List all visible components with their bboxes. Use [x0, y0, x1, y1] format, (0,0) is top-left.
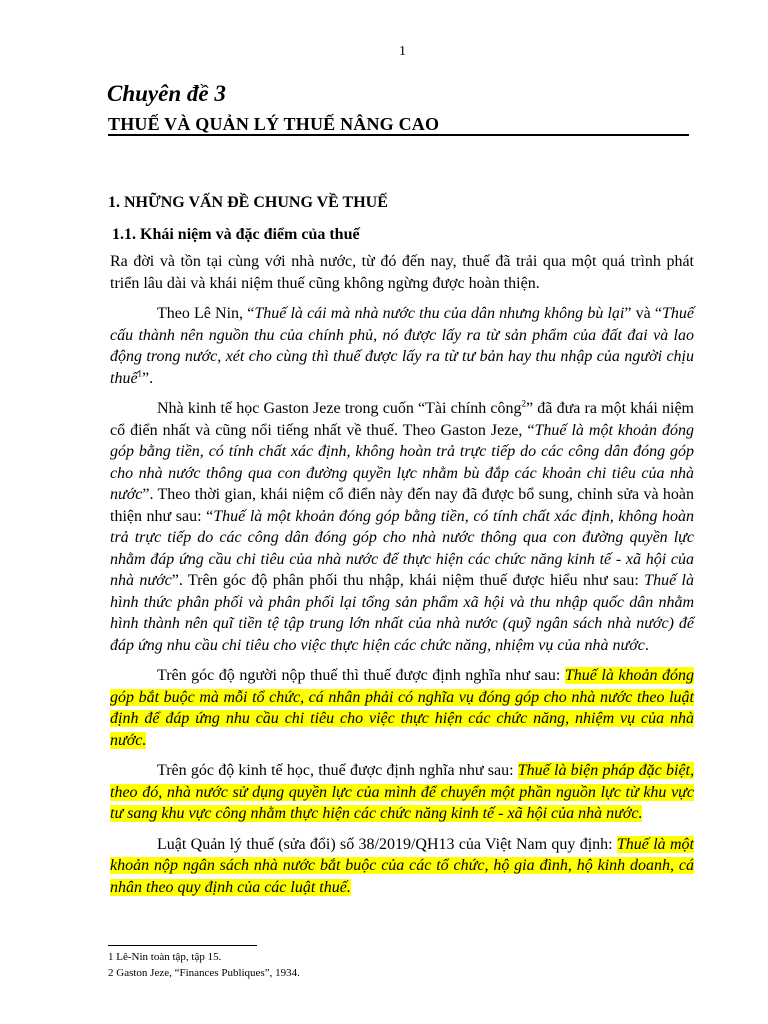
p3-quote-1: Thuế là một khoản đóng góp bằng tiền, có tính chất xác định, không hoàn trả trực tiếp do các công dân đóng góp cho nhà nước thông qua con đường quyền lực nhằm bù đắp các khoản chi tiêu của nhà nước	[110, 421, 695, 503]
footnote-separator	[108, 945, 257, 946]
p3-quote-3: Thuế là hình thức phân phối và phân phối lại tổng sản phẩm xã hội và thu nhập quốc dân nhằm hình thành nên quĩ tiền tệ tập trung lớn nhất của nhà nước (quỹ ngân sách nhà nước) để đáp ứng nhu cầu chi tiêu cho việc thực hiện các chức năng, nhiệm vụ của nhà nước	[110, 572, 694, 654]
paragraph-6	[110, 834, 694, 899]
p4-text-1: Trên góc độ người nộp thuế thì thuế được định nghĩa như sau:	[157, 667, 565, 684]
paragraph-1: Ra đời và tồn tại cùng với nhà nước, từ đó đến nay, thuế đã trải qua một quá trình phát triển lâu dài và khái niệm thuế cũng không ngừng được hoàn thiện.	[110, 253, 694, 292]
p2-quote-1: Thuế là cái mà nhà nước thu của dân nhưng không bù lại	[254, 305, 625, 322]
footnote-1: 1 Lê-Nin toàn tập, tập 15.	[108, 951, 222, 963]
footnote-2: 2 Gaston Jeze, “Finances Publiques”, 1934.	[108, 967, 300, 979]
paragraph-5	[110, 760, 694, 825]
p4-highlight: Thuế là khoản đóng góp bắt buộc mà mỗi tổ chức, cá nhân phải có nghĩa vụ đóng góp cho nhà nước theo luật định để đáp ứng nhu cầu chi tiêu cho việc thực hiện các chức năng, nhiệm vụ của nhà nước.	[110, 667, 694, 749]
page-number: 1	[399, 44, 406, 59]
title-underline	[108, 134, 689, 136]
p3-text-2: ” đã đưa ra một khái niệm cổ điển nhất và cũng nổi tiếng nhất về thuế. Theo Gaston Jeze, “	[110, 400, 694, 439]
p3-text-5: .	[644, 636, 649, 654]
body-text	[110, 251, 694, 907]
main-title: THUẾ VÀ QUẢN LÝ THUẾ NÂNG CAO	[108, 114, 440, 134]
subsection-heading: 1.1. Khái niệm và đặc điểm của thuế	[112, 226, 360, 243]
topic-title: Chuyên đề 3	[107, 81, 226, 106]
p3-text-1: Nhà kinh tế học Gaston Jeze trong cuốn “Tài chính công	[157, 400, 522, 417]
paragraph-4	[110, 665, 694, 751]
p3-quote-2: Thuế là một khoản đóng góp bằng tiền, có tính chất xác định, không hoàn trả trực tiếp do các công dân đóng góp cho nhà nước thông qua con đường quyền lực nhằm đáp ứng cầu chi tiêu của nhà nước để thực hiện các chức năng kinh tế - xã hội của nhà nước	[110, 507, 695, 589]
p3-text-4: ”. Trên góc độ phân phối thu nhập, khái niệm thuế được hiểu như sau:	[171, 572, 645, 589]
footnote-ref-1: 1	[137, 368, 143, 379]
p2-text-2: ” và “	[624, 305, 662, 322]
p6-highlight: Thuế là một khoản nộp ngân sách nhà nước bắt buộc của các tổ chức, hộ gia đình, hộ kinh doanh, cá nhân theo quy định của các luật thuế.	[110, 835, 694, 896]
paragraph-3	[110, 398, 694, 656]
footnote-ref-2: 2	[521, 398, 526, 409]
p5-text-1: Trên góc độ kinh tế học, thuế được định nghĩa như sau:	[157, 762, 518, 779]
p2-text-1: Theo Lê Nin, “	[157, 305, 255, 322]
p5-highlight: Thuế là biện pháp đặc biệt, theo đó, nhà nước sử dụng quyền lực của mình để chuyển một phần nguồn lực từ khu vực tư sang khu vực công nhằm thực hiện các chức năng kinh tế - xã hội của nhà nước.	[110, 762, 694, 822]
p2-text-3: ”.	[142, 369, 154, 387]
paragraph-2	[110, 303, 694, 389]
p2-quote-2: Thuế cấu thành nên nguồn thu của chính phủ, nó được lấy ra từ sản phẩm của đất đai và lao động trong nước, xét cho cùng thì thuế được lấy ra từ tư bản hay thu nhập của người chịu thuế	[110, 305, 694, 387]
section-heading: 1. NHỮNG VẤN ĐỀ CHUNG VỀ THUẾ	[108, 194, 388, 211]
p6-text-1: Luật Quản lý thuế (sửa đổi) số 38/2019/QH13 của Việt Nam quy định:	[157, 835, 617, 853]
p3-text-3: ”. Theo thời gian, khái niệm cổ điển này đến nay đã được bổ sung, chỉnh sửa và hoàn thiện như sau: “	[110, 486, 694, 525]
